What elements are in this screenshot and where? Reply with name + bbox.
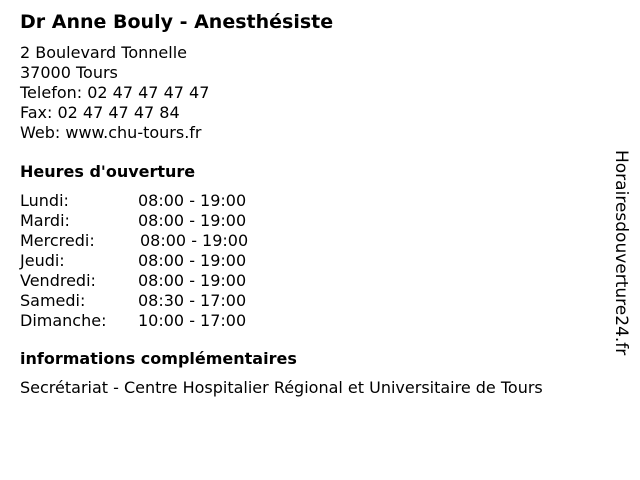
hours-row-dimanche — [20, 311, 600, 331]
phone-number: Telefon: 02 47 47 47 47 — [20, 83, 210, 102]
hours-row-vendredi — [20, 271, 600, 291]
hours-day-label: Samedi: — [20, 291, 86, 310]
address-block — [20, 43, 600, 143]
address-city: 37000 Tours — [20, 63, 118, 82]
hours-day-label: Lundi: — [20, 191, 69, 210]
hours-time-value: 08:00 - 19:00 — [138, 271, 247, 290]
brand-watermark-text: Horairesdouverture24.fr — [611, 150, 631, 356]
hours-time-value: 08:00 - 19:00 — [138, 191, 247, 210]
hours-time-value: 10:00 - 17:00 — [138, 311, 247, 330]
hours-time-value: 08:00 - 19:00 — [140, 231, 249, 250]
hours-day-label: Jeudi: — [20, 251, 65, 270]
hours-time-value: 08:00 - 19:00 — [138, 211, 247, 230]
listing-card — [20, 11, 600, 399]
hours-row-mercredi — [20, 231, 600, 251]
hours-day-label: Mardi: — [20, 211, 70, 230]
address-street: 2 Boulevard Tonnelle — [20, 43, 187, 62]
page-title: Dr Anne Bouly - Anesthésiste — [20, 11, 334, 33]
hours-row-samedi — [20, 291, 600, 311]
opening-hours-heading: Heures d'ouverture — [20, 162, 196, 181]
hours-row-jeudi — [20, 251, 600, 271]
fax-number: Fax: 02 47 47 47 84 — [20, 103, 180, 122]
hours-row-lundi — [20, 191, 600, 211]
website-text: Web: www.chu-tours.fr — [20, 123, 202, 142]
additional-info-text: Secrétariat - Centre Hospitalier Régional et Universitaire de Tours — [20, 378, 543, 397]
hours-day-label: Vendredi: — [20, 271, 96, 290]
hours-row-mardi — [20, 211, 600, 231]
additional-info-heading: informations complémentaires — [20, 349, 297, 368]
hours-day-label: Dimanche: — [20, 311, 107, 330]
brand-watermark — [610, 133, 632, 373]
hours-time-value: 08:30 - 17:00 — [138, 291, 247, 310]
hours-time-value: 08:00 - 19:00 — [138, 251, 247, 270]
opening-hours-table — [20, 191, 600, 331]
hours-day-label: Mercredi: — [20, 231, 95, 250]
